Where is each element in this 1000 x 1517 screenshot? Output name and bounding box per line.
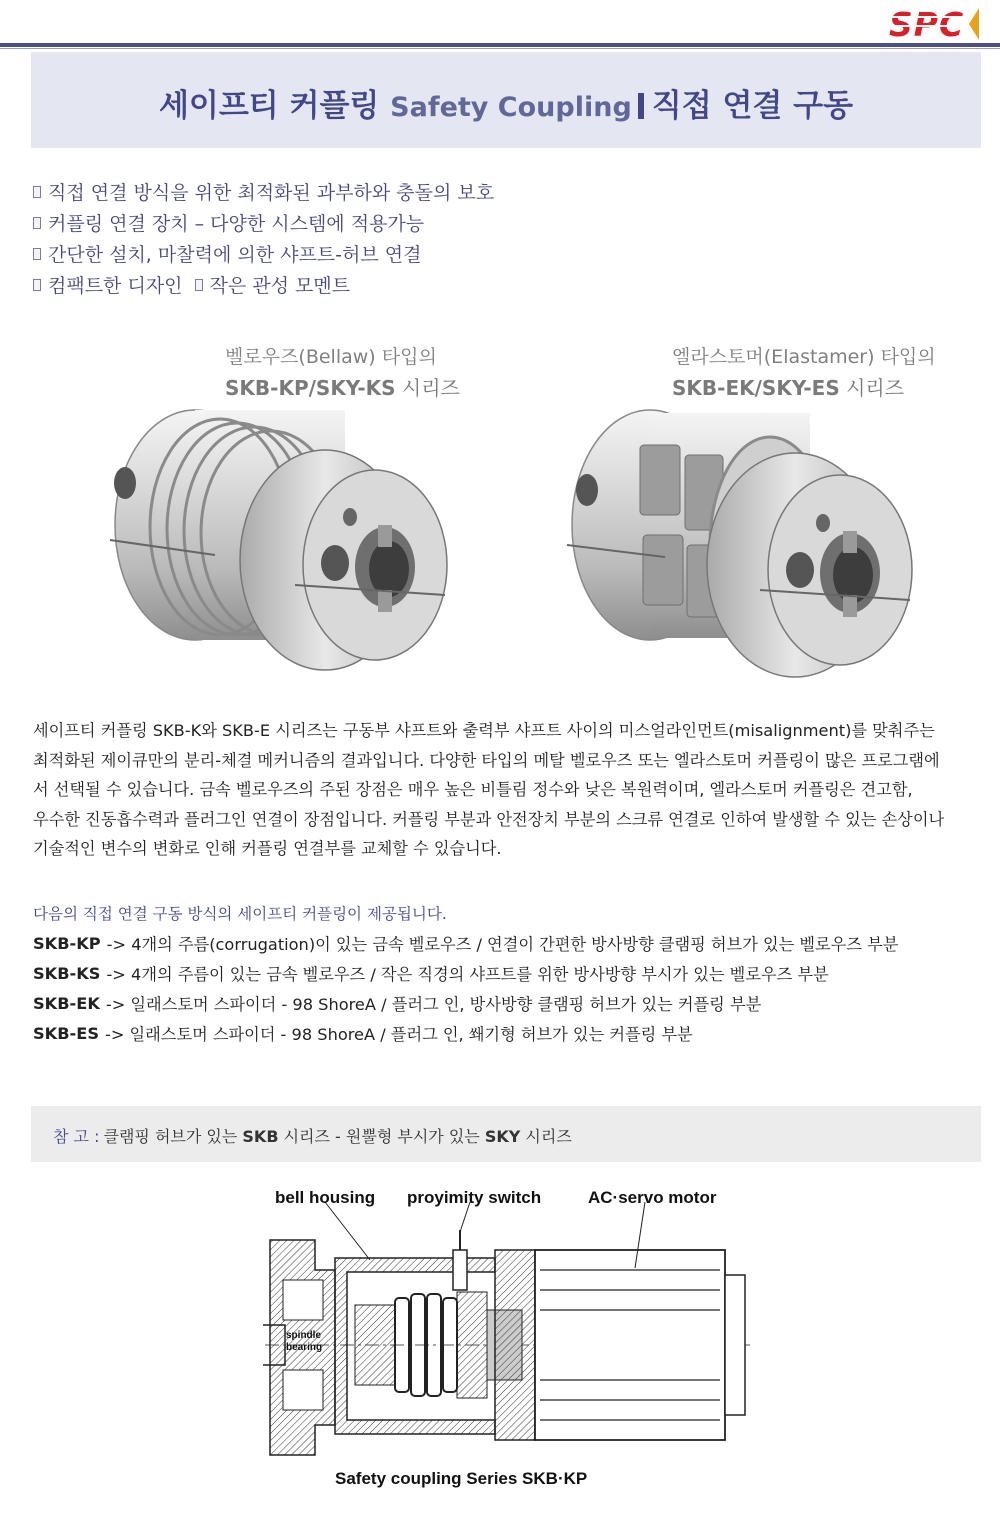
series-text: -> 4개의 주름(corrugation)이 있는 금속 벨로우즈 / 연결이 간편한 방사방향 클램핑 허브가 있는 벨로우즈 부분 (106, 935, 899, 954)
series-text: -> 일래스토머 스파이더 - 98 ShoreA / 플러그 인, 방사방향 클램핑 허브가 있는 커플링 부분 (105, 995, 762, 1014)
series-code: SKB-ES (33, 1023, 99, 1043)
caption-elastomer-suffix: 시리즈 (839, 376, 905, 400)
title-en: Safety Coupling (390, 92, 632, 123)
installation-diagram (255, 1180, 755, 1500)
diagram-caption: Safety coupling Series SKB·KP (335, 1469, 588, 1488)
feature-text: 작은 관성 모멘트 (209, 275, 351, 297)
note-text (53, 1124, 572, 1147)
bullet-icon (33, 186, 41, 198)
bullet-icon (33, 248, 41, 260)
note-pre: 클램핑 허브가 있는 (103, 1127, 243, 1146)
feature-text: 간단한 설치, 마찰력에 의한 샤프트-허브 연결 (48, 244, 422, 266)
caption-bellows-code: SKB-KP/SKY-KS (225, 376, 396, 400)
diagram-label-spindle: spindle (286, 1330, 322, 1341)
title-divider (638, 93, 644, 119)
feature-list (33, 176, 733, 300)
bullet-icon (33, 279, 41, 291)
diagram-label-proximity-switch: proyimity switch (407, 1188, 542, 1207)
description-line: 기술적인 변수의 변화로 인해 커플링 연결부를 교체할 수 있습니다. (33, 839, 502, 858)
caption-elastomer-code: SKB-EK/SKY-ES (672, 376, 840, 400)
series-code: SKB-EK (33, 993, 100, 1013)
series-row (33, 958, 973, 988)
header-band (31, 52, 981, 148)
feature-item (33, 238, 733, 269)
series-row (33, 988, 973, 1018)
series-code: SKB-KP (33, 933, 101, 953)
page-title (31, 80, 981, 125)
caption-elastomer-line1: 엘라스토머(Elastamer) 타입의 (672, 346, 936, 368)
top-rule (0, 43, 1000, 47)
description-line: 세이프티 커플링 SKB-K와 SKB-E 시리즈는 구동부 샤프트와 출력부 샤프트 사이의 미스얼라인먼트(misalignment)를 맞춰주는 (33, 721, 935, 740)
diagram-drawing (255, 1180, 755, 1500)
series-text: -> 일래스토머 스파이더 - 98 ShoreA / 플러그 인, 쐐기형 허브가 있는 커플링 부분 (104, 1025, 693, 1044)
bullet-icon (195, 279, 203, 291)
feature-text: 커플링 연결 장치 – 다양한 시스템에 적용가능 (48, 213, 425, 235)
top-rule-thin (0, 48, 1000, 49)
diagram-label-bell-housing: bell housing (275, 1188, 376, 1207)
spc-logo (885, 4, 981, 42)
feature-text: 직접 연결 방식을 위한 최적화된 과부하와 충돌의 보호 (48, 182, 495, 204)
title-ko: 세이프티 커플링 (158, 88, 380, 124)
series-row (33, 1018, 973, 1048)
description-line: 최적화된 제이큐만의 분리-체결 메커니즘의 결과입니다. 다양한 타입의 메탈 벨로우즈 또는 엘라스토머 커플링이 많은 프로그램에 (33, 750, 940, 770)
feature-text: 컴팩트한 디자인 (48, 275, 183, 297)
note-mid: 시리즈 - 원뿔형 부시가 있는 (278, 1127, 485, 1146)
offer-title: 다음의 직접 연결 구동 방식의 세이프티 커플링이 제공됩니다. (33, 905, 447, 923)
note-sky: SKY (484, 1127, 521, 1146)
note-label: 참 고 : (53, 1127, 100, 1146)
caption-bellows-suffix: 시리즈 (395, 376, 460, 400)
feature-item (33, 176, 733, 207)
bullet-icon (33, 217, 41, 229)
caption-bellows-line1: 벨로우즈(Bellaw) 타입의 (225, 346, 437, 368)
feature-item (33, 207, 733, 238)
caption-elastomer (672, 342, 936, 401)
note-skb: SKB (242, 1127, 279, 1146)
note-band (31, 1106, 981, 1162)
diagram-label-bearing: bearing (286, 1342, 323, 1353)
diagram-label-servo-motor: AC·servo motor (588, 1188, 717, 1207)
series-row (33, 928, 973, 958)
feature-item (33, 269, 733, 300)
svg-text:SPC: SPC (889, 5, 965, 42)
series-list (33, 928, 973, 1048)
series-text: -> 4개의 주름이 있는 금속 벨로우즈 / 작은 직경의 샤프트를 위한 방사방향 부시가 있는 벨로우즈 부분 (106, 965, 829, 984)
caption-bellows (225, 342, 460, 401)
description (33, 716, 973, 864)
description-line: 서 선택될 수 있습니다. 금속 벨로우즈의 주된 장점은 매우 높은 비틀림 정수와 낮은 복원력이며, 엘라스토머 커플링은 견고함, (33, 780, 913, 799)
bellows-coupling-image (95, 395, 450, 680)
title-suffix: 직접 연결 구동 (651, 88, 854, 124)
note-post: 시리즈 (520, 1127, 572, 1146)
elastomer-coupling-image (555, 395, 915, 685)
description-line: 우수한 진동흡수력과 플러그인 연결이 장점입니다. 커플링 부분과 안전장치 부분의 스크류 연결로 인하여 발생할 수 있는 손상이나 (33, 809, 945, 829)
series-code: SKB-KS (33, 963, 101, 983)
